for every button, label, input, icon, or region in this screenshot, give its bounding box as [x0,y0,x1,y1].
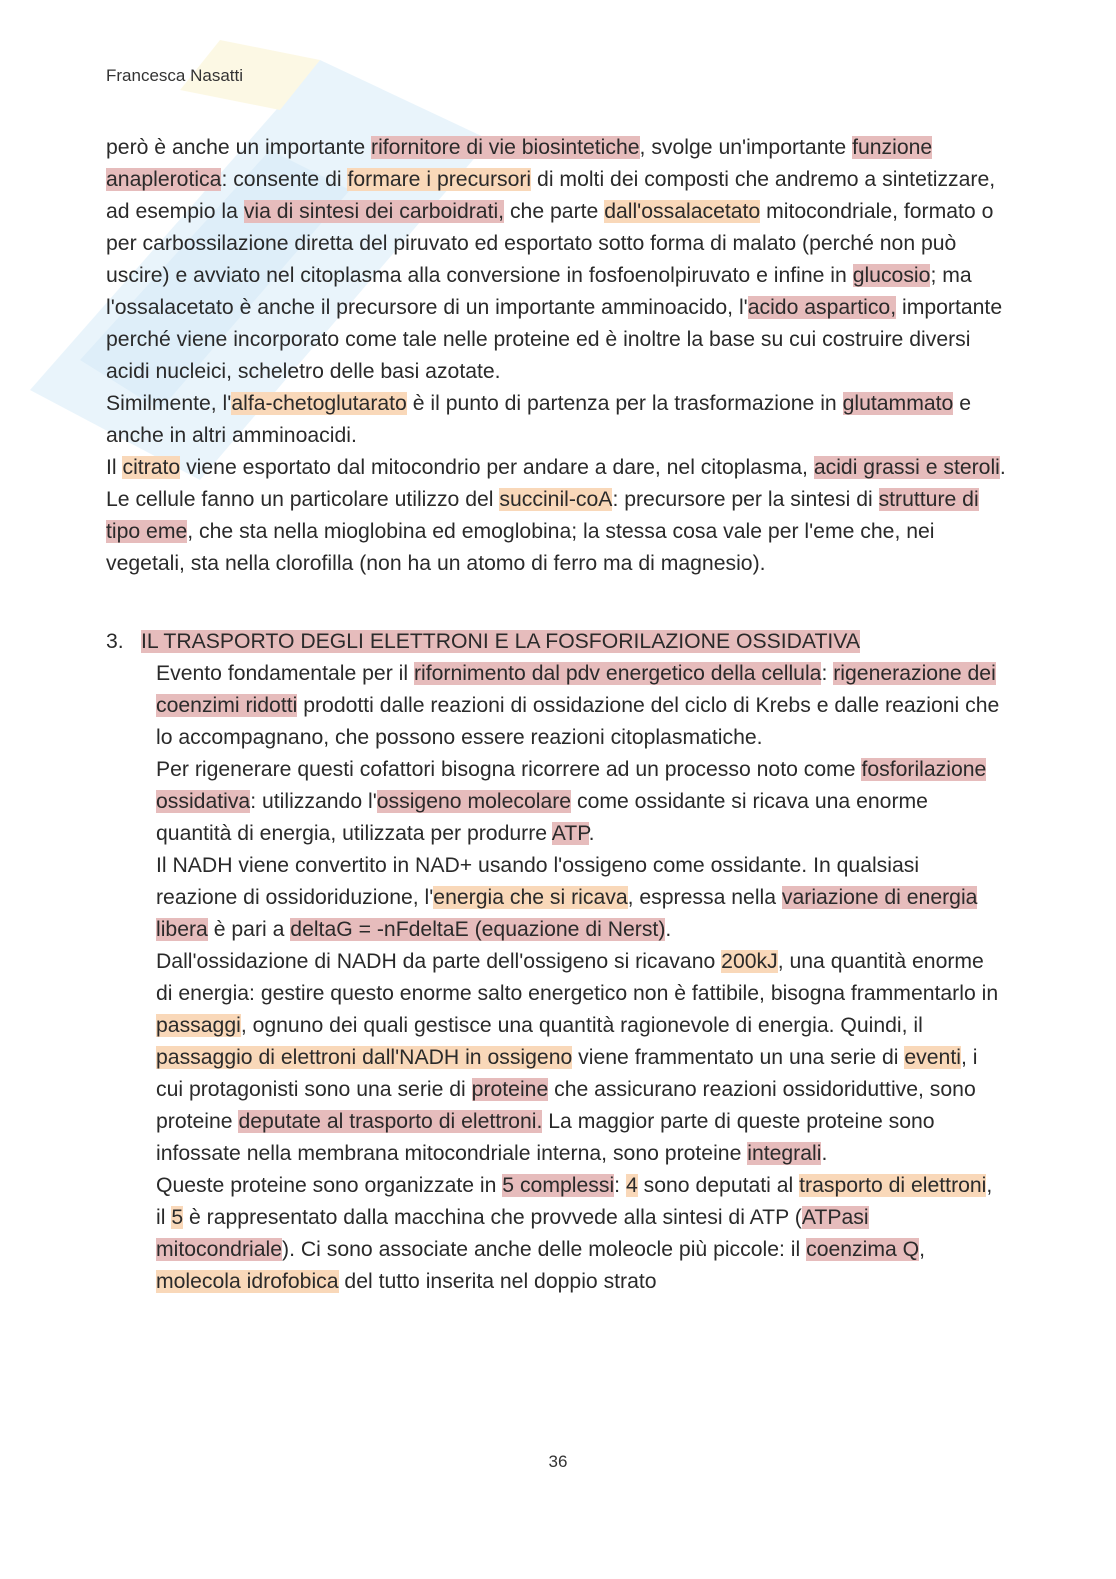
text-run: e anche in altri amminoacidi. [106,392,971,447]
text-run: viene esportato dal mitocondrio per andare a dare, nel citoplasma, [180,456,814,479]
text-run: mitocondriale, formato o per carbossilazione diretta del piruvato ed esportato sotto forma di malato (perché non può uscire) e avviato nel citoplasma alla conversione in fosfoenolpiruvato e infine in [106,200,994,287]
text-run: sono deputati al [637,1174,800,1197]
paragraph-fosforilazione [156,754,1006,850]
text-run: Le cellule fanno un particolare utilizzo del [106,488,500,511]
document-body [106,132,1006,1298]
paragraph-evento [156,658,1006,754]
text-run: che parte [504,200,605,223]
highlighted-text: deputate al trasporto di elettroni. [238,1110,543,1133]
text-run: : precursore per la sintesi di [612,488,879,511]
text-run: . [821,1142,828,1165]
highlighted-text: passaggio di elettroni dall'NADH in ossigeno [156,1046,573,1069]
text-run: ). Ci sono associate anche delle moleocle più piccole: il [282,1238,807,1261]
text-run: , [919,1238,926,1261]
highlighted-text: formare i precursori [347,168,532,191]
text-run: , il [156,1174,993,1229]
text-run: : consente di [221,168,348,191]
text-run: , espressa nella [627,886,782,909]
text-run: Similmente, l' [106,392,232,415]
highlighted-text: ATPasi mitocondriale [156,1206,869,1261]
highlighted-text: eventi [904,1046,961,1069]
paragraph-ossidazione [156,946,1006,1170]
highlighted-text: glutammato [842,392,954,415]
section-body [156,658,1006,1298]
text-run: , ognuno dei quali gestisce una quantità ragionevole di energia. Quindi, il [240,1014,923,1037]
paragraph-citrato [106,452,1006,484]
text-run: come ossidante si ricava una enorme quantità di energia, utilizzata per produrre [156,790,928,845]
text-run: è rappresentato dalla macchina che provvede alla sintesi di ATP ( [183,1206,802,1229]
text-run: , svolge un'importante [639,136,853,159]
text-run: . [588,822,595,845]
highlighted-text: 200kJ [721,950,778,973]
highlighted-text: rifornimento dal pdv energetico della cellula [413,662,822,685]
text-run: è il punto di partenza per la trasformazione in [406,392,843,415]
text-run: : [614,1174,626,1197]
text-run: . [999,456,1006,479]
highlighted-text: rigenerazione dei coenzimi ridotti [156,662,996,717]
highlighted-text: strutture di tipo eme [106,488,979,543]
text-run: Queste proteine sono organizzate in [156,1174,503,1197]
paragraph-alfa-chetoglutarato [106,388,1006,452]
highlighted-text: 5 [171,1206,184,1229]
section-heading [106,626,1006,658]
paragraph-succinil-coa [106,484,1006,580]
highlighted-text: 4 [625,1174,638,1197]
text-run: che assicurano reazioni ossidoriduttive, sono proteine [156,1078,976,1133]
highlighted-text: alfa-chetoglutarato [231,392,407,415]
highlighted-text: energia che si ricava [433,886,628,909]
highlighted-text: ATP [551,822,589,845]
highlighted-text: trasporto di elettroni [799,1174,987,1197]
text-run: però è anche un importante [106,136,372,159]
text-run: : utilizzando l' [250,790,377,813]
highlighted-text: passaggi [156,1014,241,1037]
highlighted-text: coenzima Q [806,1238,920,1261]
section-title: IL TRASPORTO DEGLI ELETTRONI E LA FOSFORILAZIONE OSSIDATIVA [141,630,860,653]
author-name: Francesca Nasatti [106,66,243,85]
highlighted-text: deltaG = -nFdeltaE (equazione di Nerst) [290,918,666,941]
highlighted-text: citrato [122,456,181,479]
text-run: , i cui protagonisti sono una serie di [156,1046,978,1101]
page-number: 36 [548,1452,568,1471]
highlighted-text: via di sintesi dei carboidrati, [243,200,505,223]
highlighted-text: acidi grassi e steroli [813,456,1000,479]
text-run: Per rigenerare questi cofattori bisogna ricorrere ad un processo noto come [156,758,862,781]
text-run: importante perché viene incorporato come tale nelle proteine ed è inoltre la base su cui costruire diversi acidi nucleici, scheletro delle basi azotate. [106,296,1003,383]
text-run: . [665,918,672,941]
paragraph-anaplerotic [106,132,1006,388]
text-run: ; ma l'ossalacetato è anche il precursore di un importante amminoacido, l' [106,264,972,319]
text-run: Il [106,456,123,479]
highlighted-text: variazione di energia libera [156,886,978,941]
highlighted-text: integrali [747,1142,822,1165]
highlighted-text: molecola idrofobica [156,1270,339,1293]
highlighted-text: fosforilazione ossidativa [156,758,987,813]
text-run: viene frammentato un una serie di [572,1046,905,1069]
highlighted-text: dall'ossalacetato [604,200,761,223]
text-run: Il NADH viene convertito in NAD+ usando l'ossigeno come ossidante. In qualsiasi reazione di ossidoriduzione, l' [156,854,920,909]
highlighted-text: rifornitore di vie biosintetiche [371,136,640,159]
highlighted-text: proteine [471,1078,549,1101]
text-run: prodotti dalle reazioni di ossidazione del ciclo di Krebs e dalle reazioni che lo accompagnano, che possono essere reazioni citoplasmatiche. [156,694,1000,749]
highlighted-text: succinil-coA [499,488,613,511]
highlighted-text: ossigeno molecolare [376,790,572,813]
text-run: La maggior parte di queste proteine sono infossate nella membrana mitocondriale interna, sono proteine [156,1110,935,1165]
highlighted-text: glucosio [852,264,931,287]
text-run: di molti dei composti che andremo a sintetizzare, ad esempio la [106,168,996,223]
text-run: , una quantità enorme di energia: gestire questo enorme salto energetico non è fattibile, bisogna frammentarlo in [156,950,999,1005]
text-run: è pari a [207,918,291,941]
text-run: Dall'ossidazione di NADH da parte dell'ossigeno si ricavano [156,950,722,973]
text-run: Evento fondamentale per il [156,662,414,685]
paragraph-complessi [156,1170,1006,1298]
text-run: : [821,662,834,685]
highlighted-text: 5 complessi [502,1174,615,1197]
text-run: del tutto inserita nel doppio strato [338,1270,657,1293]
text-run: , che sta nella mioglobina ed emoglobina; la stessa cosa vale per l'eme che, nei vegetali, sta nella clorofilla (non ha un atomo di ferro ma di magnesio). [106,520,935,575]
highlighted-text: funzione anaplerotica [106,136,933,191]
paragraph-nadh [156,850,1006,946]
section-number: 3. [106,630,124,653]
highlighted-text: acido aspartico, [747,296,897,319]
